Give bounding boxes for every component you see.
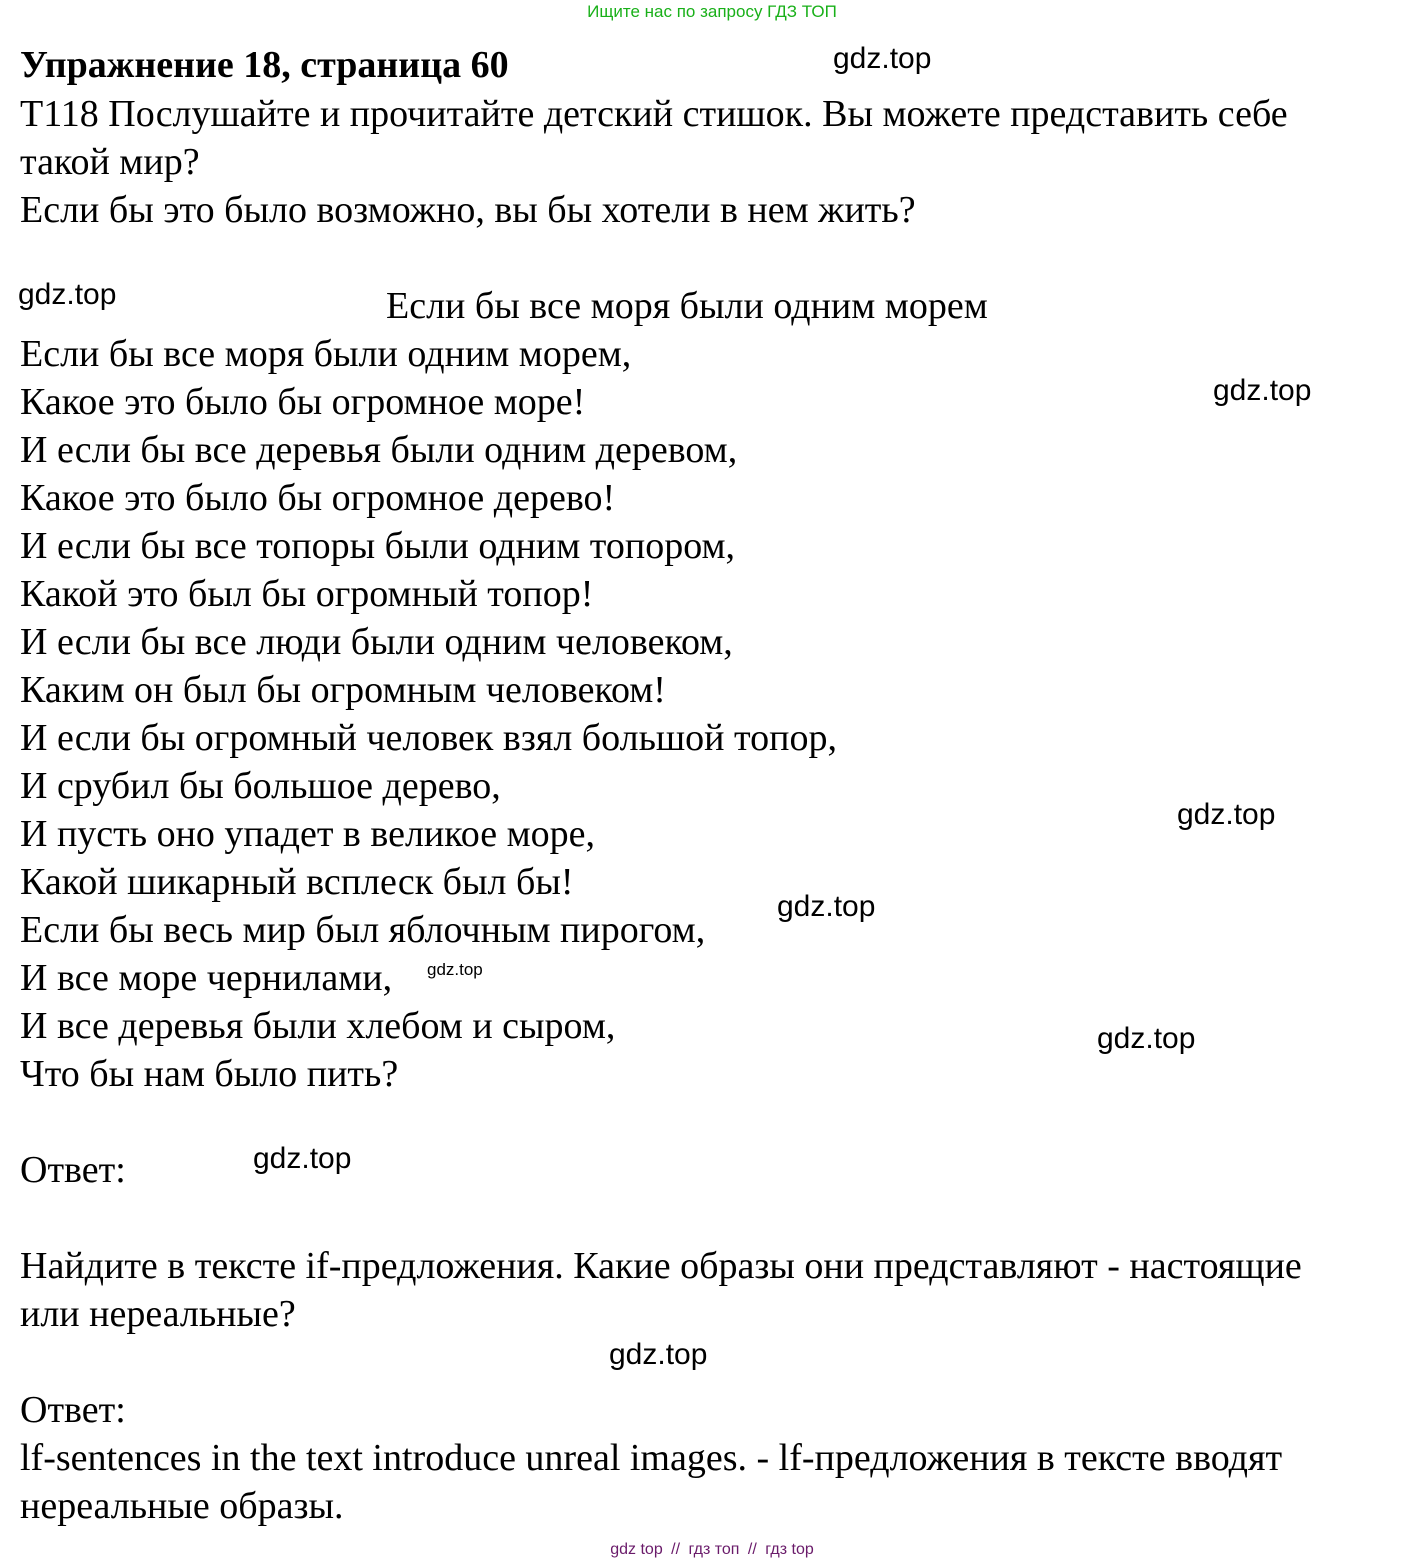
poem-line: Какое это было бы огромное море! <box>20 381 586 423</box>
watermark: gdz.top <box>18 278 117 311</box>
watermark: gdz.top <box>427 960 483 979</box>
poem-line: И если бы все деревья были одним деревом, <box>20 429 738 471</box>
footer-link-3[interactable]: гдз top <box>765 1541 814 1558</box>
poem-line: И все деревья были хлебом и сыром, <box>20 1005 616 1047</box>
task-line-3: Если бы это было возможно, вы бы хотели в нем жить? <box>20 189 916 231</box>
poem-line: Какой это был бы огромный топор! <box>20 573 594 615</box>
watermark: gdz.top <box>833 42 932 75</box>
poem-line: Если бы все моря были одним морем, <box>20 333 632 375</box>
task-line-1: T118 Послушайте и прочитайте детский стишок. Вы можете представить себе <box>20 93 1288 135</box>
poem-line: И если бы все топоры были одним топором, <box>20 525 736 567</box>
poem-line: И пусть оно упадет в великое море, <box>20 813 596 855</box>
footer-link-2[interactable]: гдз топ <box>688 1541 740 1558</box>
poem-line: И срубил бы большое дерево, <box>20 765 501 807</box>
question-2-line-2: или нереальные? <box>20 1293 296 1335</box>
answer-label-1: Ответ: <box>20 1149 126 1191</box>
answer-label-2: Ответ: <box>20 1389 126 1431</box>
watermark: gdz.top <box>1097 1022 1196 1055</box>
watermark: gdz.top <box>253 1142 352 1175</box>
watermark: gdz.top <box>777 890 876 923</box>
footer-separator: // <box>671 1541 681 1558</box>
answer-2-line-2: нереальные образы. <box>20 1485 344 1527</box>
footer-links <box>0 1541 1424 1559</box>
question-2-line-1: Найдите в тексте if-предложения. Какие образы они представляют - настоящие <box>20 1245 1302 1287</box>
footer-link-1[interactable]: gdz top <box>610 1541 663 1558</box>
poem-line: Что бы нам было пить? <box>20 1053 399 1095</box>
poem-line: Если бы весь мир был яблочным пирогом, <box>20 909 706 951</box>
poem-line: Какое это было бы огромное дерево! <box>20 477 616 519</box>
poem-line: И если бы все люди были одним человеком, <box>20 621 733 663</box>
answer-2-line-1: lf-sentences in the text introduce unreal images. - lf-предложения в тексте вводят <box>20 1437 1283 1479</box>
poem-line: Каким он был бы огромным человеком! <box>20 669 666 711</box>
page-title: Упражнение 18, страница 60 <box>20 44 509 86</box>
task-line-2: такой мир? <box>20 141 200 183</box>
watermark: gdz.top <box>609 1338 708 1371</box>
footer-separator: // <box>747 1541 757 1558</box>
watermark: gdz.top <box>1213 374 1312 407</box>
poem-line: И если бы огромный человек взял большой топор, <box>20 717 837 759</box>
poem-title: Если бы все моря были одним морем <box>386 285 988 327</box>
top-banner[interactable]: Ищите нас по запросу ГДЗ ТОП <box>587 2 837 21</box>
watermark: gdz.top <box>1177 798 1276 831</box>
poem-line: Какой шикарный всплеск был бы! <box>20 861 574 903</box>
poem-line: И все море чернилами, <box>20 957 393 999</box>
